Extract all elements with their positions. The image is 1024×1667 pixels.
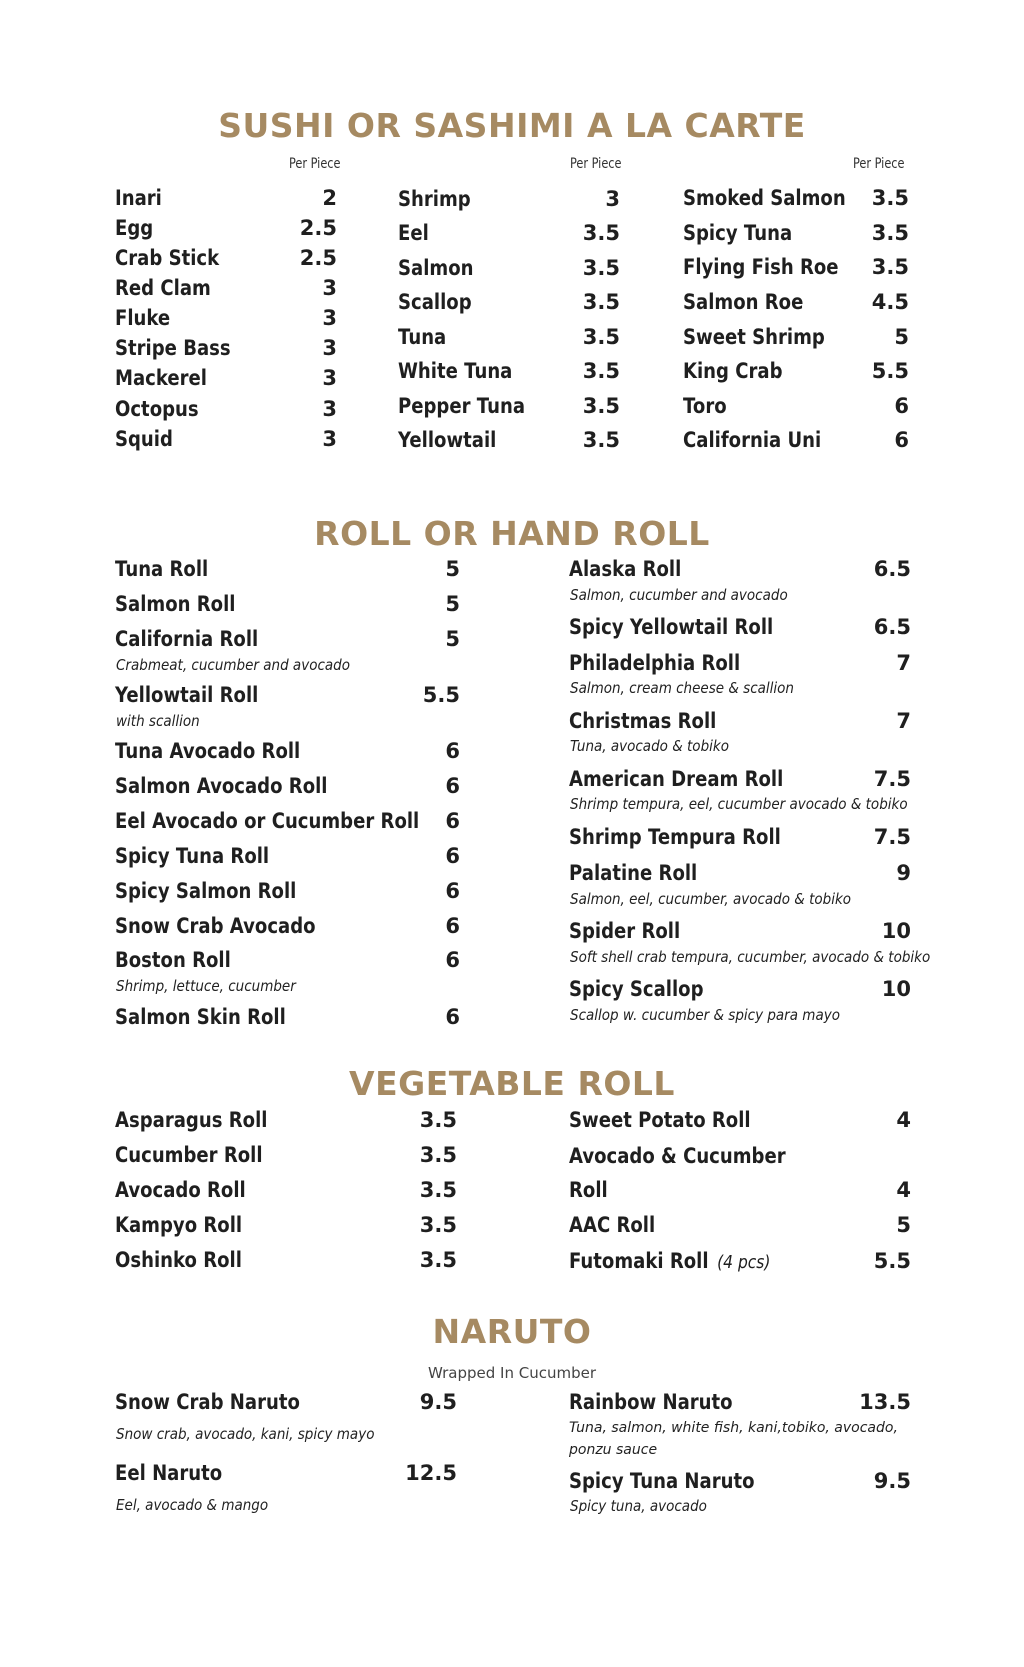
menu-item-price: 3 (322, 276, 337, 300)
menu-item-name-continued: Roll (569, 1178, 608, 1202)
vegetable-section-title: VEGETABLE ROLL (349, 1064, 675, 1103)
menu-item-price: 6 (445, 844, 460, 868)
menu-item-price: 5 (894, 325, 909, 349)
menu-item-price: 2 (322, 186, 337, 210)
menu-item-price: 3 (322, 397, 337, 421)
menu-item-name: Spicy Tuna Naruto (569, 1469, 755, 1493)
menu-item-description: Salmon, cucumber and avocado (570, 586, 788, 604)
menu-item-price: 6 (445, 1005, 460, 1029)
menu-item-price: 9.5 (873, 1469, 911, 1493)
menu-item-name-text: Futomaki Roll (569, 1249, 709, 1273)
menu-item-name: Snow Crab Avocado (115, 914, 316, 938)
menu-item-name: Salmon Roe (683, 290, 804, 314)
menu-item-price: 5.5 (871, 359, 909, 383)
roll-section-title: ROLL OR HAND ROLL (314, 514, 710, 553)
per-piece-label: Per Piece (289, 156, 341, 172)
menu-item-name: Yellowtail Roll (115, 683, 259, 707)
menu-item-description: Tuna, salmon, white fish, kani,tobiko, avocado, ponzu sauce (569, 1420, 898, 1458)
menu-item-price: 9 (896, 861, 911, 885)
menu-item-name: Scallop (398, 290, 472, 314)
menu-item-name: Philadelphia Roll (569, 651, 741, 675)
menu-item-name: Toro (683, 394, 727, 418)
menu-item-name: Spicy Salmon Roll (115, 879, 297, 903)
menu-item-description: with scallion (116, 712, 200, 730)
menu-item-description: Spicy tuna, avocado (570, 1497, 707, 1515)
menu-item-name: Red Clam (115, 276, 211, 300)
menu-item-price: 3.5 (419, 1213, 457, 1237)
per-piece-label: Per Piece (853, 156, 905, 172)
menu-item-name (569, 1249, 770, 1275)
menu-item-name: Christmas Roll (569, 709, 717, 733)
menu-item-name: Salmon Avocado Roll (115, 774, 328, 798)
menu-item-description: Shrimp, lettuce, cucumber (116, 977, 296, 995)
menu-item-name: Crab Stick (115, 246, 220, 270)
menu-item-price: 3.5 (582, 428, 620, 452)
menu-item-name: Spicy Yellowtail Roll (569, 615, 774, 639)
menu-item-price: 5 (896, 1213, 911, 1237)
menu-item-price: 3.5 (871, 186, 909, 210)
menu-item-name: Shrimp (398, 187, 471, 211)
menu-item-price: 3.5 (582, 221, 620, 245)
naruto-section-title: NARUTO (432, 1312, 592, 1351)
menu-item-name: Avocado Roll (115, 1178, 246, 1202)
menu-item-name: Tuna (398, 325, 447, 349)
menu-item-price: 4.5 (871, 290, 909, 314)
menu-item-price: 3.5 (582, 290, 620, 314)
menu-item-price: 5 (445, 592, 460, 616)
menu-item-price: 7 (896, 651, 911, 675)
menu-item-name: Salmon (398, 256, 474, 280)
menu-item-name: Shrimp Tempura Roll (569, 825, 781, 849)
menu-item-price: 3 (605, 187, 620, 211)
naruto-subtitle: Wrapped In Cucumber (427, 1364, 597, 1382)
menu-item-price: 3.5 (419, 1143, 457, 1167)
menu-item-name: Stripe Bass (115, 336, 231, 360)
menu-item-price: 5.5 (873, 1249, 911, 1273)
menu-item-name: Mackerel (115, 366, 207, 390)
menu-item-price: 3.5 (871, 221, 909, 245)
menu-item-name: Sweet Potato Roll (569, 1108, 751, 1132)
menu-item-name: Smoked Salmon (683, 186, 846, 210)
menu-item-name: Tuna Roll (115, 557, 209, 581)
menu-item-price: 7.5 (873, 825, 911, 849)
menu-item-price: 3 (322, 366, 337, 390)
menu-item-name: Yellowtail (398, 428, 497, 452)
menu-item-name: Fluke (115, 306, 171, 330)
menu-item-price: 12.5 (405, 1461, 457, 1485)
menu-item-price: 5 (445, 557, 460, 581)
menu-item-price: 3.5 (582, 325, 620, 349)
menu-item-name: Oshinko Roll (115, 1248, 242, 1272)
menu-item-price: 3.5 (419, 1248, 457, 1272)
menu-item-description: Tuna, avocado & tobiko (570, 737, 729, 755)
menu-item-name: American Dream Roll (569, 767, 784, 791)
menu-item-price: 7 (896, 709, 911, 733)
menu-item-description: Salmon, cream cheese & scallion (570, 679, 794, 697)
menu-item-name: California Roll (115, 627, 259, 651)
menu-item-name: Eel Avocado or Cucumber Roll (115, 809, 420, 833)
menu-item-price: 7.5 (873, 767, 911, 791)
menu-item-price: 6 (445, 879, 460, 903)
menu-item-description: Salmon, eel, cucumber, avocado & tobiko (570, 890, 852, 908)
menu-item-price: 4 (896, 1178, 911, 1202)
menu-item-description: Crabmeat, cucumber and avocado (116, 656, 350, 674)
menu-item-name: Spicy Tuna (683, 221, 793, 245)
menu-item-price: 2.5 (299, 216, 337, 240)
menu-item-price: 13.5 (859, 1390, 911, 1414)
menu-item-name: Rainbow Naruto (569, 1390, 733, 1414)
menu-item-name: Tuna Avocado Roll (115, 739, 301, 763)
menu-item-name: Palatine Roll (569, 861, 698, 885)
menu-item-description: Scallop w. cucumber & spicy para mayo (570, 1006, 840, 1024)
menu-item-name: White Tuna (398, 359, 513, 383)
menu-item-price: 6 (445, 809, 460, 833)
menu-item-description: Soft shell crab tempura, cucumber, avocado & tobiko (570, 948, 931, 966)
menu-item-name: Squid (115, 427, 173, 451)
per-piece-label: Per Piece (570, 156, 622, 172)
menu-item-name: Asparagus Roll (115, 1108, 268, 1132)
menu-item-description: Eel, avocado & mango (116, 1496, 269, 1514)
menu-item-price: 6 (445, 739, 460, 763)
menu-item-name: Salmon Roll (115, 592, 236, 616)
menu-item-name: Octopus (115, 397, 199, 421)
menu-item-price: 3.5 (419, 1108, 457, 1132)
sushi-section-title: SUSHI OR SASHIMI A LA CARTE (218, 106, 806, 145)
menu-item-price: 9.5 (419, 1390, 457, 1414)
menu-item-name: Inari (115, 186, 162, 210)
menu-item-name: Egg (115, 216, 154, 240)
menu-item-price: 3 (322, 306, 337, 330)
menu-item-name: Avocado & Cucumber (569, 1144, 786, 1168)
menu-item-name: Kampyo Roll (115, 1213, 243, 1237)
menu-item-price: 3 (322, 427, 337, 451)
menu-item-price: 3.5 (871, 255, 909, 279)
menu-item-price: 4 (896, 1108, 911, 1132)
menu-item-price: 6 (445, 914, 460, 938)
menu-item-name: California Uni (683, 428, 822, 452)
menu-item-name: AAC Roll (569, 1213, 656, 1237)
menu-item-price: 5 (445, 627, 460, 651)
menu-item-price: 2.5 (299, 246, 337, 270)
menu-item-price: 3 (322, 336, 337, 360)
menu-item-name: Spider Roll (569, 919, 681, 943)
menu-item-name: Salmon Skin Roll (115, 1005, 286, 1029)
menu-item-name: Spicy Scallop (569, 977, 704, 1001)
menu-item-name: Eel (398, 221, 429, 245)
piece-count-note: (4 pcs) (717, 1252, 771, 1273)
menu-item-name: Cucumber Roll (115, 1143, 263, 1167)
menu-item-description: Snow crab, avocado, kani, spicy mayo (116, 1425, 375, 1443)
menu-item-price: 3.5 (582, 359, 620, 383)
menu-item-name: Boston Roll (115, 948, 231, 972)
menu-item-price: 6 (445, 774, 460, 798)
menu-item-name: Alaska Roll (569, 557, 682, 581)
menu-item-name: Flying Fish Roe (683, 255, 839, 279)
menu-item-name: Pepper Tuna (398, 394, 526, 418)
menu-item-name: Eel Naruto (115, 1461, 223, 1485)
menu-item-price: 6 (894, 428, 909, 452)
menu-item-price: 6.5 (873, 557, 911, 581)
menu-item-description: Shrimp tempura, eel, cucumber avocado & tobiko (570, 795, 908, 813)
menu-item-name: Snow Crab Naruto (115, 1390, 300, 1414)
menu-item-name: Sweet Shrimp (683, 325, 825, 349)
menu-item-price: 10 (881, 919, 911, 943)
menu-item-name: Spicy Tuna Roll (115, 844, 270, 868)
menu-item-price: 6 (894, 394, 909, 418)
menu-item-price: 3.5 (582, 394, 620, 418)
menu-item-price: 5.5 (422, 683, 460, 707)
menu-item-price: 3.5 (582, 256, 620, 280)
menu-item-price: 3.5 (419, 1178, 457, 1202)
menu-item-name: King Crab (683, 359, 783, 383)
menu-item-price: 6 (445, 948, 460, 972)
menu-item-price: 6.5 (873, 615, 911, 639)
menu-item-price: 10 (881, 977, 911, 1001)
